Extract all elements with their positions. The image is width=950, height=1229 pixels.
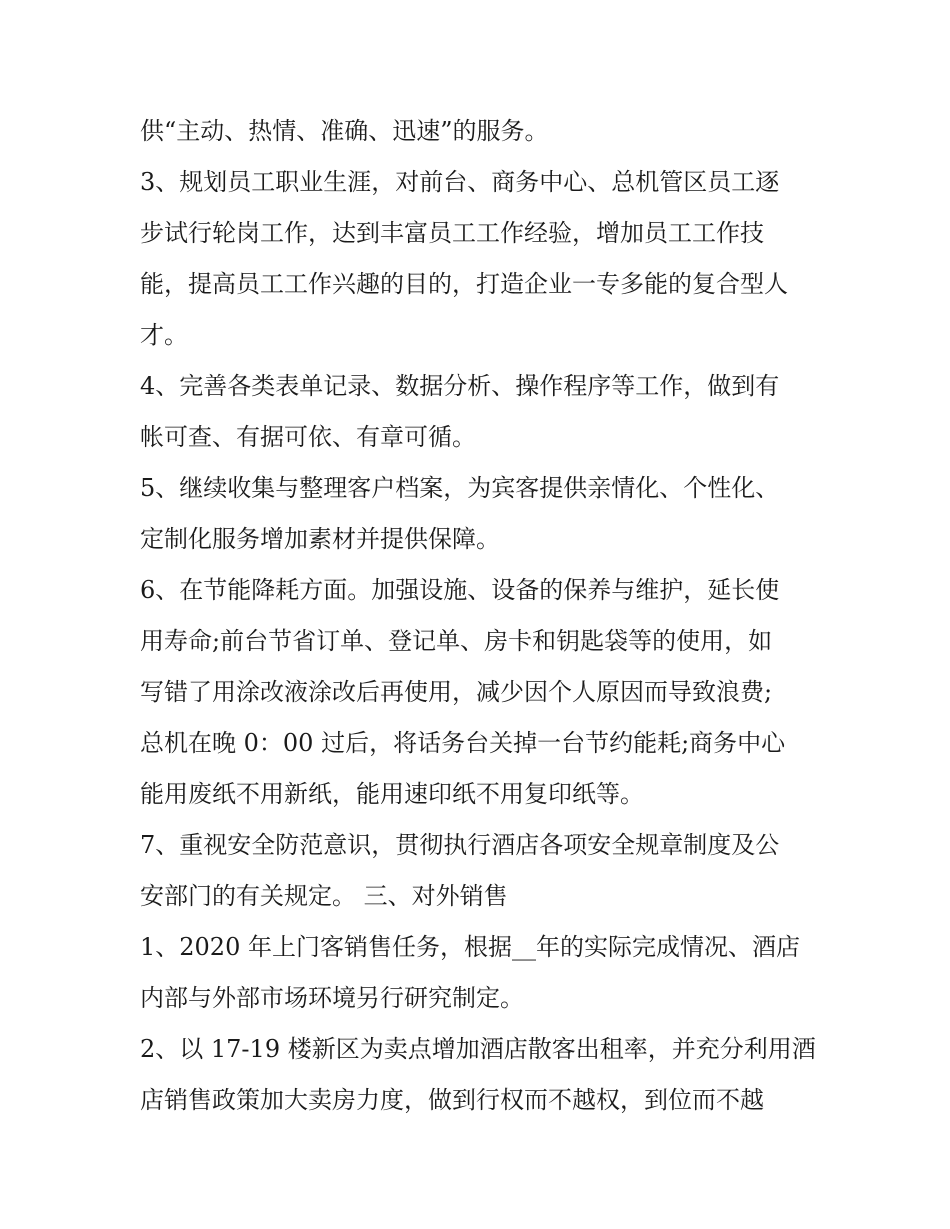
text-line: 内部与外部市场环境另行研究制定。 [140, 984, 524, 1012]
text-line: 定制化服务增加素材并提供保障。 [140, 525, 500, 553]
text-line: 帐可查、有据可依、有章可循。 [140, 423, 476, 451]
text-line: 供“主动、热情、准确、迅速”的服务。 [140, 117, 549, 145]
text-line: 安部门的有关规定。 三、对外销售 [140, 882, 508, 910]
text-line: 才。 [140, 321, 188, 349]
text-line: 能用废纸不用新纸，能用速印纸不用复印纸等。 [140, 780, 644, 808]
text-line: 5、继续收集与整理客户档案，为宾客提供亲情化、个性化、 [140, 474, 780, 502]
text-line: 步试行轮岗工作，达到丰富员工工作经验，增加员工工作技 [140, 219, 764, 247]
text-line: 6、在节能降耗方面。加强设施、设备的保养与维护，延长使 [140, 576, 780, 604]
text-line: 总机在晚 0：00 过后，将话务台关掉一台节约能耗;商务中心 [140, 729, 786, 757]
text-line: 7、重视安全防范意识，贯彻执行酒店各项安全规章制度及公 [140, 831, 780, 859]
text-line: 能，提高员工工作兴趣的目的，打造企业一专多能的复合型人 [140, 270, 788, 298]
text-line: 3、规划员工职业生涯，对前台、商务中心、总机管区员工逐 [140, 168, 780, 196]
text-line: 1、2020 年上门客销售任务，根据__年的实际完成情况、酒店 [140, 933, 800, 961]
text-line: 店销售政策加大卖房力度，做到行权而不越权，到位而不越 [140, 1086, 764, 1114]
text-line: 写错了用涂改液涂改后再使用，减少因个人原因而导致浪费; [140, 678, 773, 706]
text-line: 4、完善各类表单记录、数据分析、操作程序等工作，做到有 [140, 372, 780, 400]
document-body [140, 106, 830, 1126]
text-line: 2、以 17-19 楼新区为卖点增加酒店散客出租率，并充分利用酒 [140, 1035, 816, 1063]
text-line: 用寿命;前台节省订单、登记单、房卡和钥匙袋等的使用，如 [140, 627, 773, 655]
